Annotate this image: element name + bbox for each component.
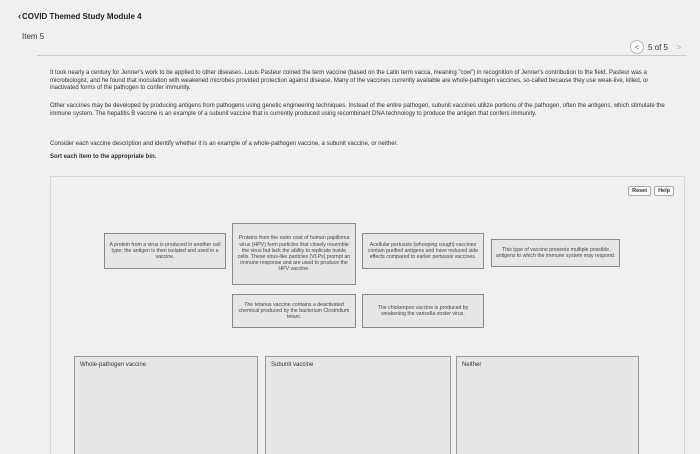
draggable-card[interactable] xyxy=(362,294,484,328)
card-text: This type of vaccine presents multiple possible antigens to which the immune system may respond. xyxy=(495,246,616,259)
reset-button[interactable]: Reset xyxy=(628,186,651,196)
bin-subunit[interactable] xyxy=(265,356,451,454)
chevron-right-icon: > xyxy=(676,42,682,52)
pager-text: 5 of 5 xyxy=(647,42,668,52)
sort-instruction: Sort each item to the appropriate bin. xyxy=(50,154,157,160)
module-title: COVID Themed Study Module 4 xyxy=(22,11,142,21)
bin-label: Subunit vaccine xyxy=(271,362,314,368)
previous-item-button[interactable] xyxy=(630,40,644,54)
draggable-card[interactable] xyxy=(362,233,484,269)
bin-neither[interactable] xyxy=(456,356,639,454)
top-bar xyxy=(0,0,700,28)
card-text: Proteins from the outer coat of human papilloma virus (HPV) form particles that closely resemble the virus but lack the ability to replicate inside cells. These virus-like particles (VLPs) prompt an immune response and are used to produce the HPV vaccine. xyxy=(237,235,351,273)
instruction-paragraph-1: It took nearly a century for Jenner's work to be applied to other diseases. Louis Pasteur coined the term vaccine (based on the Latin term vacca, meaning "cow") in recognition of Jenner's contribution to the field. Pasteur was a microbiologist, and he found that inoculation with weakened microbes provided protection against disease. Many of the vaccines currently available are whole-pathogen vaccines, so-called because they use weak-live, killed, or inactivated forms of the pathogen to confer immunity. xyxy=(50,70,649,91)
next-item-button[interactable] xyxy=(672,40,686,54)
item-label: Item 5 xyxy=(22,32,45,41)
sorting-workspace xyxy=(50,176,685,454)
back-link[interactable] xyxy=(18,11,142,21)
bin-whole-pathogen[interactable] xyxy=(74,356,258,454)
bin-label: Whole-pathogen vaccine xyxy=(80,362,147,368)
instruction-paragraph-3: Consider each vaccine description and identify whether it is an example of a whole-pathogen vaccine, a subunit vaccine, or neither. xyxy=(50,141,398,147)
instruction-paragraph-2: Other vaccines may be developed by producing antigens from pathogens using genetic engineering techniques. Instead of the entire pathogen, subunit vaccines utilize portions of the pathogen, often the antigens, which stimulate the immune system. The hepatitis B vaccine is an example of a subunit vaccine that is currently produced using recombinant DNA technology to produce the antigen that confers immunity. xyxy=(50,103,665,117)
draggable-card[interactable] xyxy=(232,223,356,285)
chevron-left-icon: < xyxy=(634,42,640,52)
bin-label: Neither xyxy=(462,362,482,368)
draggable-card[interactable] xyxy=(104,233,226,269)
pager xyxy=(626,40,690,54)
chevron-left-icon: ‹ xyxy=(18,11,21,21)
card-text: The tetanus vaccine contains a deactivated chemical produced by the bacterium Clostridium tetani. xyxy=(238,301,350,321)
workspace-toolbar xyxy=(625,186,674,196)
draggable-card[interactable] xyxy=(232,294,356,328)
card-text: A protein from a virus is produced in another cell type; the antigen is then isolated and used in a vaccine. xyxy=(109,241,221,261)
card-text: Acellular pertussis (whooping cough) vaccines contain purified antigens and have reduced side effects compared to earlier pertussis vaccines. xyxy=(367,241,479,261)
card-text: The chickenpox vaccine is produced by weakening the varicella-zoster virus. xyxy=(377,304,469,317)
help-button[interactable]: Help xyxy=(654,186,674,196)
draggable-card[interactable] xyxy=(491,239,620,267)
